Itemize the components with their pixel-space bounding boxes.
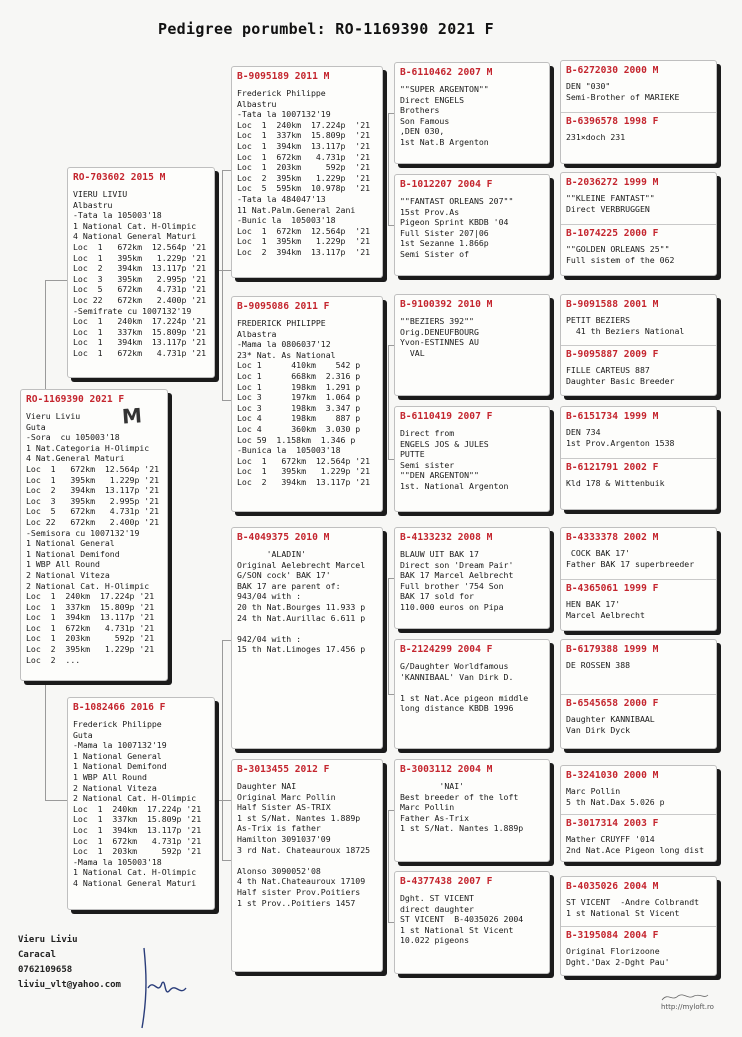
connector-line xyxy=(45,800,67,801)
pigeon-info-line: Loc 1 672km 4.731p '21 xyxy=(237,151,371,162)
connector-line xyxy=(388,345,389,459)
pigeon-info-line: Loc 5 672km 4.731p '21 xyxy=(26,506,160,517)
breeder-name: Vieru Liviu xyxy=(18,935,78,945)
ring-number: B-6121791 2002 F xyxy=(566,462,659,473)
pigeon-info-line: BAK 17 sold for xyxy=(400,591,474,602)
pigeon-info-line: Semi sister xyxy=(400,459,455,470)
pigeon-info-line: 11 Nat.Palm.General 2ani xyxy=(237,204,356,215)
pigeon-info-line: Marc Pollin xyxy=(566,786,621,796)
pigeon-info-line: Loc 1 337km 15.809p '21 xyxy=(73,814,202,825)
connector-line xyxy=(215,270,231,271)
ring-number: B-9095086 2011 F xyxy=(237,301,330,312)
pigeon-info-line: Loc 1 394km 13.117p '21 xyxy=(237,140,371,151)
dam-ancestor xyxy=(566,462,711,507)
pigeon-info-line: Loc 1 203km 592p '21 xyxy=(237,162,371,173)
great-grandparent-card xyxy=(394,62,550,164)
ring-number: RO-1169390 2021 F xyxy=(26,394,125,405)
pigeon-info-line: PUTTE xyxy=(400,449,425,460)
pigeon-info-line: 1 National General xyxy=(73,750,162,761)
pigeon-info-line: Loc 1 240km 17.224p '21 xyxy=(26,591,155,602)
pigeon-info-line xyxy=(237,623,377,634)
pigeon-info-line: Semi Sister of xyxy=(400,248,470,259)
divider xyxy=(561,814,716,815)
pigeon-info-line: 1 st National St Vicent xyxy=(566,907,680,918)
pigeon-info-line: 5 th Nat.Dax 5.026 p xyxy=(566,796,665,807)
pigeon-info-line: Direct ENGELS xyxy=(400,94,465,105)
ring-number: B-6110419 2007 F xyxy=(400,411,493,422)
pigeon-info-line: ST VICENT B-4035026 2004 xyxy=(400,914,524,925)
pigeon-info-line: VIERU LIVIU xyxy=(73,189,128,199)
pigeon-info-line: Loc 1 672km 4.731p '21 xyxy=(26,622,155,633)
ring-number: B-9091588 2001 M xyxy=(566,299,659,310)
pigeon-info-line: Loc 3 197km 1.064 p xyxy=(237,392,361,403)
ring-number: B-4035026 2004 M xyxy=(566,881,659,892)
pigeon-info-line: 2 National Cat. H-Olimpic xyxy=(26,580,150,591)
ancestor-pair-card xyxy=(560,294,717,396)
pigeon-info-line: Vieru Liviu xyxy=(26,411,81,421)
pigeon-info-line: ""GOLDEN ORLEANS 25"" xyxy=(566,244,670,254)
breeder-contact xyxy=(18,933,121,993)
pigeon-info-line: Loc 2 394km 13.117p '21 xyxy=(237,476,371,487)
pigeon-info-line: 2nd Nat.Ace Pigeon long dist xyxy=(566,844,705,855)
pigeon-info-line: Loc 1 672km 12.564p '21 xyxy=(73,241,207,252)
pigeon-info-line: 942/04 with : xyxy=(237,633,302,644)
pigeon-info-line: 2 National Viteza xyxy=(26,569,110,580)
sire-card xyxy=(67,167,215,378)
ring-number: B-4377438 2007 F xyxy=(400,876,493,887)
pigeon-info-line: Frederick Philippe xyxy=(237,88,326,98)
pigeon-info-line: 20 th Nat.Bourges 11.933 p xyxy=(237,601,366,612)
sire-ancestor xyxy=(566,532,711,578)
pigeon-info-line: Guta xyxy=(73,729,93,740)
pigeon-info-line: BAK 17 Marcel Aelbrecht xyxy=(400,570,514,581)
sire-ancestor xyxy=(566,65,711,111)
great-grandparent-card xyxy=(394,871,550,974)
ring-number: B-6151734 1999 M xyxy=(566,411,659,422)
pigeon-info-line: Loc 2 395km 1.229p '21 xyxy=(26,644,155,655)
pigeon-info-line: Loc 1 395km 1.229p '21 xyxy=(237,236,371,247)
ring-number: B-6110462 2007 M xyxy=(400,67,493,78)
ancestor-pair-card xyxy=(560,172,717,276)
dam-card xyxy=(67,697,215,910)
pigeon-info-line: -Mama la 0806037'12 xyxy=(237,339,331,350)
pigeon-info-line: Van Dirk Dyck xyxy=(566,724,631,735)
divider xyxy=(561,579,716,580)
pigeon-info-line: Father As-Trix xyxy=(400,812,470,823)
pigeon-info-line xyxy=(400,682,544,693)
pigeon-info-line: Original Florizoone xyxy=(566,946,660,956)
sire-ancestor xyxy=(566,881,711,925)
connector-line xyxy=(388,578,389,694)
pigeon-info-line: 'ALADIN' xyxy=(237,549,307,559)
ring-number: B-3003112 2004 M xyxy=(400,764,493,775)
pigeon-info-line: Loc 1 672km 12.564p '21 xyxy=(26,463,160,474)
pigeon-info-line: Father BAK 17 superbreeder xyxy=(566,558,695,569)
ring-number: B-9095887 2009 F xyxy=(566,349,659,360)
pigeon-info-line: Loc 22 672km 2.400p '21 xyxy=(26,516,160,527)
connector-line xyxy=(45,280,67,281)
ring-number: B-1012207 2004 F xyxy=(400,179,493,190)
pigeon-info-line: Loc 1 672km 4.731p '21 xyxy=(73,835,202,846)
pigeon-info-line: Direct from xyxy=(400,428,455,438)
pigeon-info-line: 1st Prov.Argenton 1538 xyxy=(566,437,675,448)
divider xyxy=(561,224,716,225)
pigeon-info-line: 1 National Demifond xyxy=(26,548,120,559)
ring-number: B-4333378 2002 M xyxy=(566,532,659,543)
pigeon-info-line: Guta xyxy=(26,421,46,432)
pigeon-info-line: G/Daughter Worldfamous xyxy=(400,661,509,671)
pigeon-info-line: 1 st National St Vicent xyxy=(400,924,514,935)
handwritten-mark: M xyxy=(121,403,143,429)
pigeon-info-line: Albastru xyxy=(237,98,277,109)
pigeon-info-line: ""SUPER ARGENTON"" xyxy=(400,84,489,94)
ring-number: B-6545658 2000 F xyxy=(566,698,659,709)
ancestor-pair-card xyxy=(560,639,717,749)
great-grandparent-card xyxy=(394,406,550,512)
ancestor-pair-card xyxy=(560,406,717,510)
great-grandparent-card xyxy=(394,639,550,749)
dam-ancestor xyxy=(566,930,711,973)
pigeon-info-line: Hamilton 3091037'09 xyxy=(237,833,331,844)
pigeon-info-line: Brothers xyxy=(400,105,440,116)
pigeon-info-line: direct daughter xyxy=(400,903,474,914)
pigeon-info-line: G/SON cock' BAK 17' xyxy=(237,570,331,581)
sire-ancestor xyxy=(566,177,711,223)
pigeon-info-line: Loc 1 672km 12.564p '21 xyxy=(237,455,371,466)
pigeon-info-line: ""KLEINE FANTAST"" xyxy=(566,193,655,203)
great-grandparent-card xyxy=(394,174,550,276)
pigeon-info-line: -Tata la 105003'18 xyxy=(73,210,162,221)
divider xyxy=(561,112,716,113)
pigeon-info-line: -Mama la 105003'18 xyxy=(73,856,162,867)
pigeon-info-line: Loc 1 203km 592p '21 xyxy=(26,633,155,644)
pigeon-info-line: 'KANNIBAAL' Van Dirk D. xyxy=(400,671,514,682)
pigeon-info-line: Half Sister AS-TRIX xyxy=(237,802,331,813)
ring-number: B-2036272 1999 M xyxy=(566,177,659,188)
pigeon-info-line: 4 Nat.General Maturi xyxy=(26,453,125,464)
pigeon-info-line: 2 National Viteza xyxy=(73,782,157,793)
pigeon-info-line: Full brother '754 Son xyxy=(400,580,504,591)
pigeon-info-line: Albastra xyxy=(237,328,277,339)
pigeon-info-line: Marcel Aelbrecht xyxy=(566,609,645,620)
pigeon-info-line: 23* Nat. As National xyxy=(237,349,336,360)
pigeon-info-line: 1 WBP All Round xyxy=(73,771,147,782)
website-link[interactable]: http://myloft.ro xyxy=(661,1003,714,1011)
pigeon-info-line: Loc 1 672km 4.731p '21 xyxy=(73,347,207,358)
connector-line xyxy=(222,860,231,861)
pigeon-info-line: Best breeder of the loft xyxy=(400,791,519,802)
ring-number: B-1082466 2016 F xyxy=(73,702,166,713)
pigeon-info-line: -Mama la 1007132'19 xyxy=(73,740,167,751)
connector-line xyxy=(215,800,231,801)
ring-number: B-9100392 2010 M xyxy=(400,299,493,310)
pigeon-info-line: Loc 22 672km 2.400p '21 xyxy=(73,294,207,305)
sire-ancestor xyxy=(566,644,711,693)
ring-number: B-4133232 2008 M xyxy=(400,532,493,543)
divider xyxy=(561,926,716,927)
pigeon-info-line: 1 st Prov..Poitiers 1457 xyxy=(237,897,356,908)
pigeon-info-line: ,DEN 030, xyxy=(400,126,445,137)
ancestor-pair-card xyxy=(560,876,717,976)
pigeon-info-line: 1 WBP All Round xyxy=(26,559,100,570)
pigeon-info-line: 110.000 euros on Pipa xyxy=(400,601,504,612)
pigeon-info-line: 4 National General Maturi xyxy=(73,231,197,242)
pigeon-info-line: 15st Prov.As xyxy=(400,206,460,217)
pigeon-info-line: Full sistem of the 062 xyxy=(566,254,675,265)
pigeon-info-line: DE ROSSEN 388 xyxy=(566,660,631,670)
breeder-city: Caracal xyxy=(18,950,56,960)
pigeon-info-line: Loc 1 394km 13.117p '21 xyxy=(73,337,207,348)
pigeon-info-line: Loc 1 198km 1.291 p xyxy=(237,381,361,392)
pigeon-info-line: Son Famous xyxy=(400,115,450,126)
pigeon-info-line: Loc 1 240km 17.224p '21 xyxy=(73,803,202,814)
pigeon-info-line: Original Aelebrecht Marcel xyxy=(237,559,366,570)
pigeon-info-line: Loc 1 668km 2.316 p xyxy=(237,370,361,381)
pigeon-info-line: Orig.DENEUFBOURG xyxy=(400,326,479,337)
pigeon-info-line: Dght.'Dax 2-Dght Pau' xyxy=(566,956,670,967)
pigeon-info-line: Loc 1 395km 1.229p '21 xyxy=(237,466,371,477)
pigeon-info-line xyxy=(237,855,377,866)
pigeon-info-line: 2 National Cat. H-Olimpic xyxy=(73,793,197,804)
dam-ancestor xyxy=(566,228,711,273)
pigeon-info-line: Loc 1 394km 13.117p '21 xyxy=(73,824,202,835)
pigeon-info-line: -Tata la 484047'13 xyxy=(237,193,326,204)
pigeon-info-line: Daughter Basic Breeder xyxy=(566,375,675,386)
pigeon-info-line: Original Marc Pollin xyxy=(237,791,336,802)
divider xyxy=(561,694,716,695)
pigeon-info-line: 1 National Demifond xyxy=(73,761,167,772)
pigeon-info-line: Loc 1 337km 15.809p '21 xyxy=(26,601,155,612)
pigeon-info-line: 231×doch 231 xyxy=(566,132,626,142)
pigeon-info-line: ""BEZIERS 392"" xyxy=(400,316,474,326)
pigeon-info-line: Loc 1 395km 1.229p '21 xyxy=(73,252,207,263)
connector-line xyxy=(388,113,389,225)
pigeon-info-line: 15 th Nat.Limoges 17.456 p xyxy=(237,644,366,655)
ancestor-pair-card xyxy=(560,60,717,164)
pigeon-info-line: Loc 2 395km 1.229p '21 xyxy=(237,172,371,183)
pigeon-info-line: 1 st S/Nat. Nantes 1.889p xyxy=(400,823,524,834)
pigeon-info-line: 'NAI' xyxy=(400,781,465,791)
pigeon-info-line: Loc 1 394km 13.117p '21 xyxy=(26,612,155,623)
pigeon-info-line: Kld 178 & Wittenbuik xyxy=(566,478,665,488)
pigeon-info-line: ""DEN ARGENTON"" xyxy=(400,470,479,481)
dam-ancestor xyxy=(566,818,711,859)
ring-number: B-6272030 2000 M xyxy=(566,65,659,76)
ring-number: B-2124299 2004 F xyxy=(400,644,493,655)
pigeon-info-line: Loc 5 672km 4.731p '21 xyxy=(73,284,207,295)
connector-line xyxy=(222,640,231,641)
pigeon-info-line: Semi-Brother of MARIEKE xyxy=(566,91,680,102)
dam-ancestor xyxy=(566,349,711,393)
pigeon-info-line: -Bunic la 105003'18 xyxy=(237,215,336,226)
pigeon-info-line: 10.022 pigeons xyxy=(400,935,470,946)
pigeon-info-line: FREDERICK PHILIPPE xyxy=(237,318,326,328)
connector-line xyxy=(222,400,231,401)
pigeon-info-line: Loc 1 240km 17.224p '21 xyxy=(73,316,207,327)
ring-number: B-1074225 2000 F xyxy=(566,228,659,239)
connector-line xyxy=(222,170,231,171)
ring-number: B-3195084 2004 F xyxy=(566,930,659,941)
pigeon-info-line: -Tata la 1007132'19 xyxy=(237,109,331,120)
dam-ancestor xyxy=(566,116,711,161)
pigeon-info-line: Daughter KANNIBAAL xyxy=(566,714,655,724)
pigeon-info-line: Daughter NAI xyxy=(237,781,297,791)
pigeon-info-line: 3 rd Nat. Chateauroux 18725 xyxy=(237,844,371,855)
sire-ancestor xyxy=(566,299,711,344)
pigeon-info-line: Loc 2 394km 13.117p '21 xyxy=(237,246,371,257)
ring-number: RO-703602 2015 M xyxy=(73,172,166,183)
pigeon-info-line: Mather CRUYFF '014 xyxy=(566,834,655,844)
pigeon-info-line: Loc 4 198km 887 p xyxy=(237,413,361,424)
dam-ancestor xyxy=(566,583,711,628)
pigeon-info-line: -Semifrate cu 1007132'19 xyxy=(73,305,192,316)
pigeon-info-line: Pigeon Sprint KBDB '04 xyxy=(400,217,509,228)
pigeon-info-line: Yvon-ESTINNES AU xyxy=(400,337,479,348)
pigeon-info-line: Alonso 3090052'08 xyxy=(237,865,321,876)
pigeon-info-line: Loc 5 595km 10.978p '21 xyxy=(237,183,371,194)
page-title: Pedigree porumbel: RO-1169390 2021 F xyxy=(158,20,494,38)
pigeon-info-line: Loc 2 394km 13.117p '21 xyxy=(73,263,207,274)
pigeon-info-line: Loc 1 203km 592p '21 xyxy=(73,846,202,857)
great-grandparent-card xyxy=(394,759,550,862)
pigeon-info-line: 1 st Nat.Ace pigeon middle xyxy=(400,692,529,703)
pigeon-info-line: Loc 3 395km 2.995p '21 xyxy=(73,273,207,284)
pigeon-info-line: FILLE CARTEUS 887 xyxy=(566,365,650,375)
pigeon-info-line: Full Sister 207|06 xyxy=(400,227,489,238)
grandparent-card xyxy=(231,296,383,512)
connector-line xyxy=(222,170,223,400)
pigeon-info-line: ST VICENT -Andre Colbrandt xyxy=(566,897,700,907)
pigeon-info-line: Frederick Philippe xyxy=(73,719,162,729)
pigeon-info-line: DEN 734 xyxy=(566,427,601,437)
ring-number: B-3241030 2000 M xyxy=(566,770,659,781)
pigeon-info-line: Loc 3 395km 2.995p '21 xyxy=(26,495,160,506)
pigeon-info-line: 1st Sezanne 1.866p xyxy=(400,238,489,249)
pigeon-info-line: Loc 59 1.158km 1.346 p xyxy=(237,434,356,445)
connector-line xyxy=(45,681,46,800)
pigeon-info-line: Direct son 'Dream Pair' xyxy=(400,559,514,570)
connector-line xyxy=(45,280,46,389)
pigeon-info-line: Half sister Prov.Poitiers xyxy=(237,886,361,897)
pigeon-info-line: Loc 1 410km 542 p xyxy=(237,360,361,371)
pigeon-info-line: 24 th Nat.Aurillac 6.611 p xyxy=(237,612,366,623)
pigeon-info-line: -Sora cu 105003'18 xyxy=(26,432,120,443)
divider xyxy=(561,345,716,346)
pigeon-info-line: PETIT BEZIERS xyxy=(566,315,631,325)
pigeon-info-line: 41 th Beziers National xyxy=(566,325,685,336)
pigeon-info-line: Direct VERBRUGGEN xyxy=(566,203,650,214)
pigeon-info-line: As-Trix is father xyxy=(237,823,321,834)
grandparent-card xyxy=(231,66,383,278)
dam-ancestor xyxy=(566,698,711,746)
connector-line xyxy=(388,810,389,922)
pigeon-info-line: Loc 2 394km 13.117p '21 xyxy=(26,485,160,496)
grandparent-card xyxy=(231,527,383,749)
pigeon-info-line: HEN BAK 17' xyxy=(566,599,621,609)
stamp-signature-icon xyxy=(660,990,710,1004)
ring-number: B-3013455 2012 F xyxy=(237,764,330,775)
pigeon-info-line: Loc 3 198km 3.347 p xyxy=(237,402,361,413)
signature-icon xyxy=(136,938,196,1033)
pigeon-info-line: 1 Nat.Categoria H-Olimpic xyxy=(26,442,150,453)
pigeon-info-line: 1 National General xyxy=(26,538,115,549)
pigeon-info-line: 1 National Cat. H-Olimpic xyxy=(73,867,197,878)
pigeon-info-line: BLAUW UIT BAK 17 xyxy=(400,549,479,559)
pigeon-info-line: -Semisora cu 1007132'19 xyxy=(26,527,140,538)
ring-number: B-6179388 1999 M xyxy=(566,644,659,655)
pigeon-info-line: 1st Nat.B Argenton xyxy=(400,136,489,147)
ring-number: B-4049375 2010 M xyxy=(237,532,330,543)
ancestor-pair-card xyxy=(560,765,717,862)
pigeon-info-line: Loc 2 ... xyxy=(26,654,86,665)
ring-number: B-6396578 1998 F xyxy=(566,116,659,127)
pigeon-info-line: 1 National Cat. H-Olimpic xyxy=(73,220,197,231)
pigeon-info-line: 1 st S/Nat. Nantes 1.889p xyxy=(237,812,361,823)
pigeon-info-line: Loc 1 240km 17.224p '21 xyxy=(237,119,371,130)
pigeon-info-line: Loc 1 337km 15.809p '21 xyxy=(237,130,371,141)
pigeon-info-line: 4 National General Maturi xyxy=(73,877,197,888)
sire-ancestor xyxy=(566,411,711,457)
pigeon-info-line: Dght. ST VICENT xyxy=(400,893,474,903)
breeder-email: liviu_vlt@yahoo.com xyxy=(18,980,121,990)
pigeon-info-line: Loc 1 395km 1.229p '21 xyxy=(26,474,160,485)
pigeon-info-line: 1st. National Argenton xyxy=(400,480,509,491)
pigeon-info-line: Loc 1 672km 12.564p '21 xyxy=(237,225,371,236)
great-grandparent-card xyxy=(394,294,550,396)
pigeon-info-line: Marc Pollin xyxy=(400,802,455,813)
connector-line xyxy=(222,640,223,860)
ancestor-pair-card xyxy=(560,527,717,631)
pigeon-info-line: 4 th Nat.Chateauroux 17109 xyxy=(237,876,366,887)
great-grandparent-card xyxy=(394,527,550,629)
pigeon-info-line: ENGELS JOS & JULES xyxy=(400,438,489,449)
pigeon-info-line: Albastru xyxy=(73,199,113,210)
divider xyxy=(561,458,716,459)
pigeon-info-line: -Bunica la 105003'18 xyxy=(237,445,341,456)
pigeon-info-line: Loc 4 360km 3.030 p xyxy=(237,423,361,434)
pigeon-info-line: ""FANTAST ORLEANS 207"" xyxy=(400,196,514,206)
pigeon-info-line: COCK BAK 17' xyxy=(566,548,631,558)
pigeon-info-line: VAL xyxy=(400,347,425,358)
subject-pigeon-card xyxy=(20,389,168,681)
ring-number: B-4365061 1999 F xyxy=(566,583,659,594)
pigeon-info-line: Loc 1 337km 15.809p '21 xyxy=(73,326,207,337)
ring-number: B-9095189 2011 M xyxy=(237,71,330,82)
ring-number: B-3017314 2003 F xyxy=(566,818,659,829)
pigeon-info-line: DEN "030" xyxy=(566,81,611,91)
pigeon-info-line: BAK 17 are parent of: xyxy=(237,580,341,591)
sire-ancestor xyxy=(566,770,711,813)
breeder-phone: 0762109658 xyxy=(18,965,73,975)
grandparent-card xyxy=(231,759,383,972)
pigeon-info-line: 943/04 with : xyxy=(237,591,302,602)
pigeon-info-line: long distance KBDB 1996 xyxy=(400,703,514,714)
